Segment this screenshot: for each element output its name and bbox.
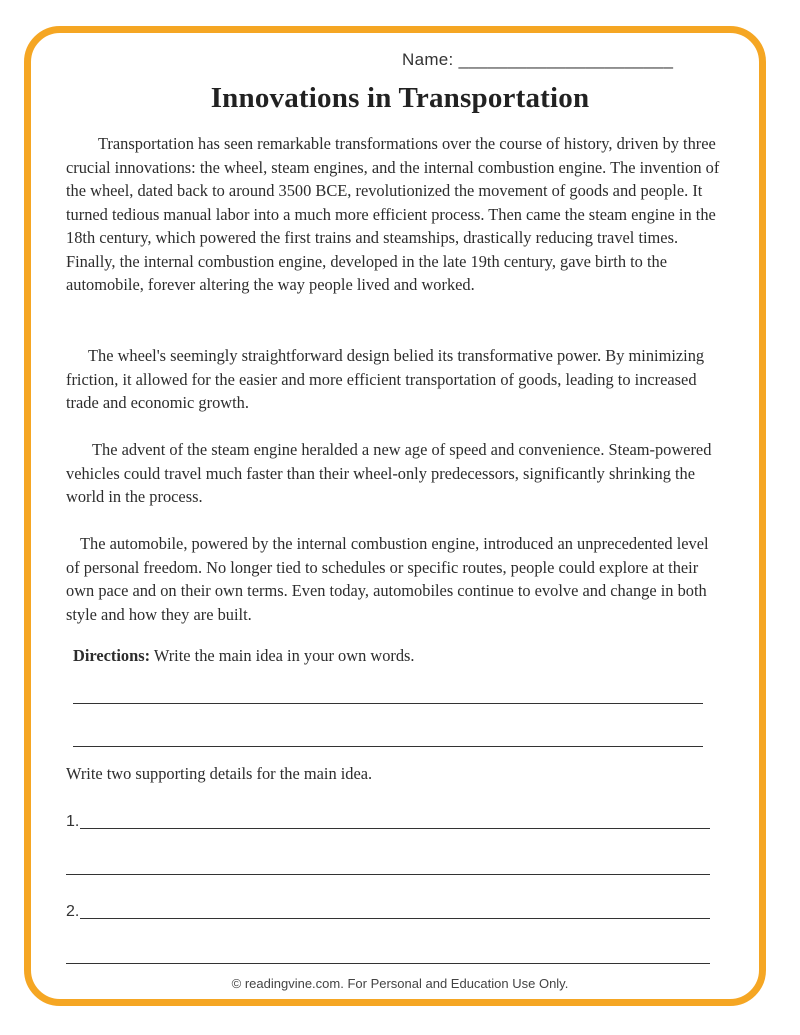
supporting-detail-1-line-2[interactable] [66,874,710,875]
worksheet-title: Innovations in Transportation [210,82,590,114]
supporting-detail-2-line-2[interactable] [66,963,710,964]
passage-paragraph-2 [66,344,726,415]
passage-paragraph-1 [66,132,726,297]
passage-paragraph-1-text: Transportation has seen remarkable transformations over the course of history, driven by three crucial innovations: the wheel, steam engines, and the internal combustion engine. The invention of the wheel, dated back to around 3500 BCE, revolutionized the movement of goods and people. It turned tedious manual labor into a much more efficient process. Then came the steam engine in the 18th century, which powered the first trains and steamships, drastically reducing travel times. Finally, the internal combustion engine, developed in the late 19th century, gave birth to the automobile, forever altering the way people lived and worked. [66,134,720,294]
copyright-footer: © readingvine.com. For Personal and Education Use Only. [231,976,569,991]
supporting-detail-2-line-1[interactable] [80,918,710,919]
directions-label: Directions: [73,646,151,665]
name-field-label: Name: ______________________ [402,50,674,69]
supporting-detail-1-number: 1. [66,813,80,830]
supporting-detail-2-number: 2. [66,903,80,920]
supporting-details-prompt: Write two supporting details for the main idea. [66,764,373,783]
directions-text [73,646,415,666]
passage-paragraph-4-text: The automobile, powered by the internal combustion engine, introduced an unprecedented level of personal freedom. No longer tied to schedules or specific routes, people could explore at their own pace and on their own terms. Even today, automobiles continue to evolve and change in both style and how they are built. [66,534,709,624]
main-idea-answer-line-1[interactable] [73,703,703,704]
main-idea-answer-line-2[interactable] [73,746,703,747]
directions-instruction: Write the main idea in your own words. [153,646,415,665]
passage-paragraph-3 [66,438,726,509]
passage-paragraph-2-text: The wheel's seemingly straightforward design belied its transformative power. By minimizing friction, it allowed for the easier and more efficient transportation of goods, leading to increased trade and economic growth. [66,346,705,412]
passage-paragraph-3-text: The advent of the steam engine heralded a new age of speed and convenience. Steam-powered vehicles could travel much faster than their wheel-only predecessors, significantly shrinking the world in the process. [66,440,712,506]
passage-paragraph-4 [66,532,726,626]
supporting-detail-1-line-1[interactable] [80,828,710,829]
